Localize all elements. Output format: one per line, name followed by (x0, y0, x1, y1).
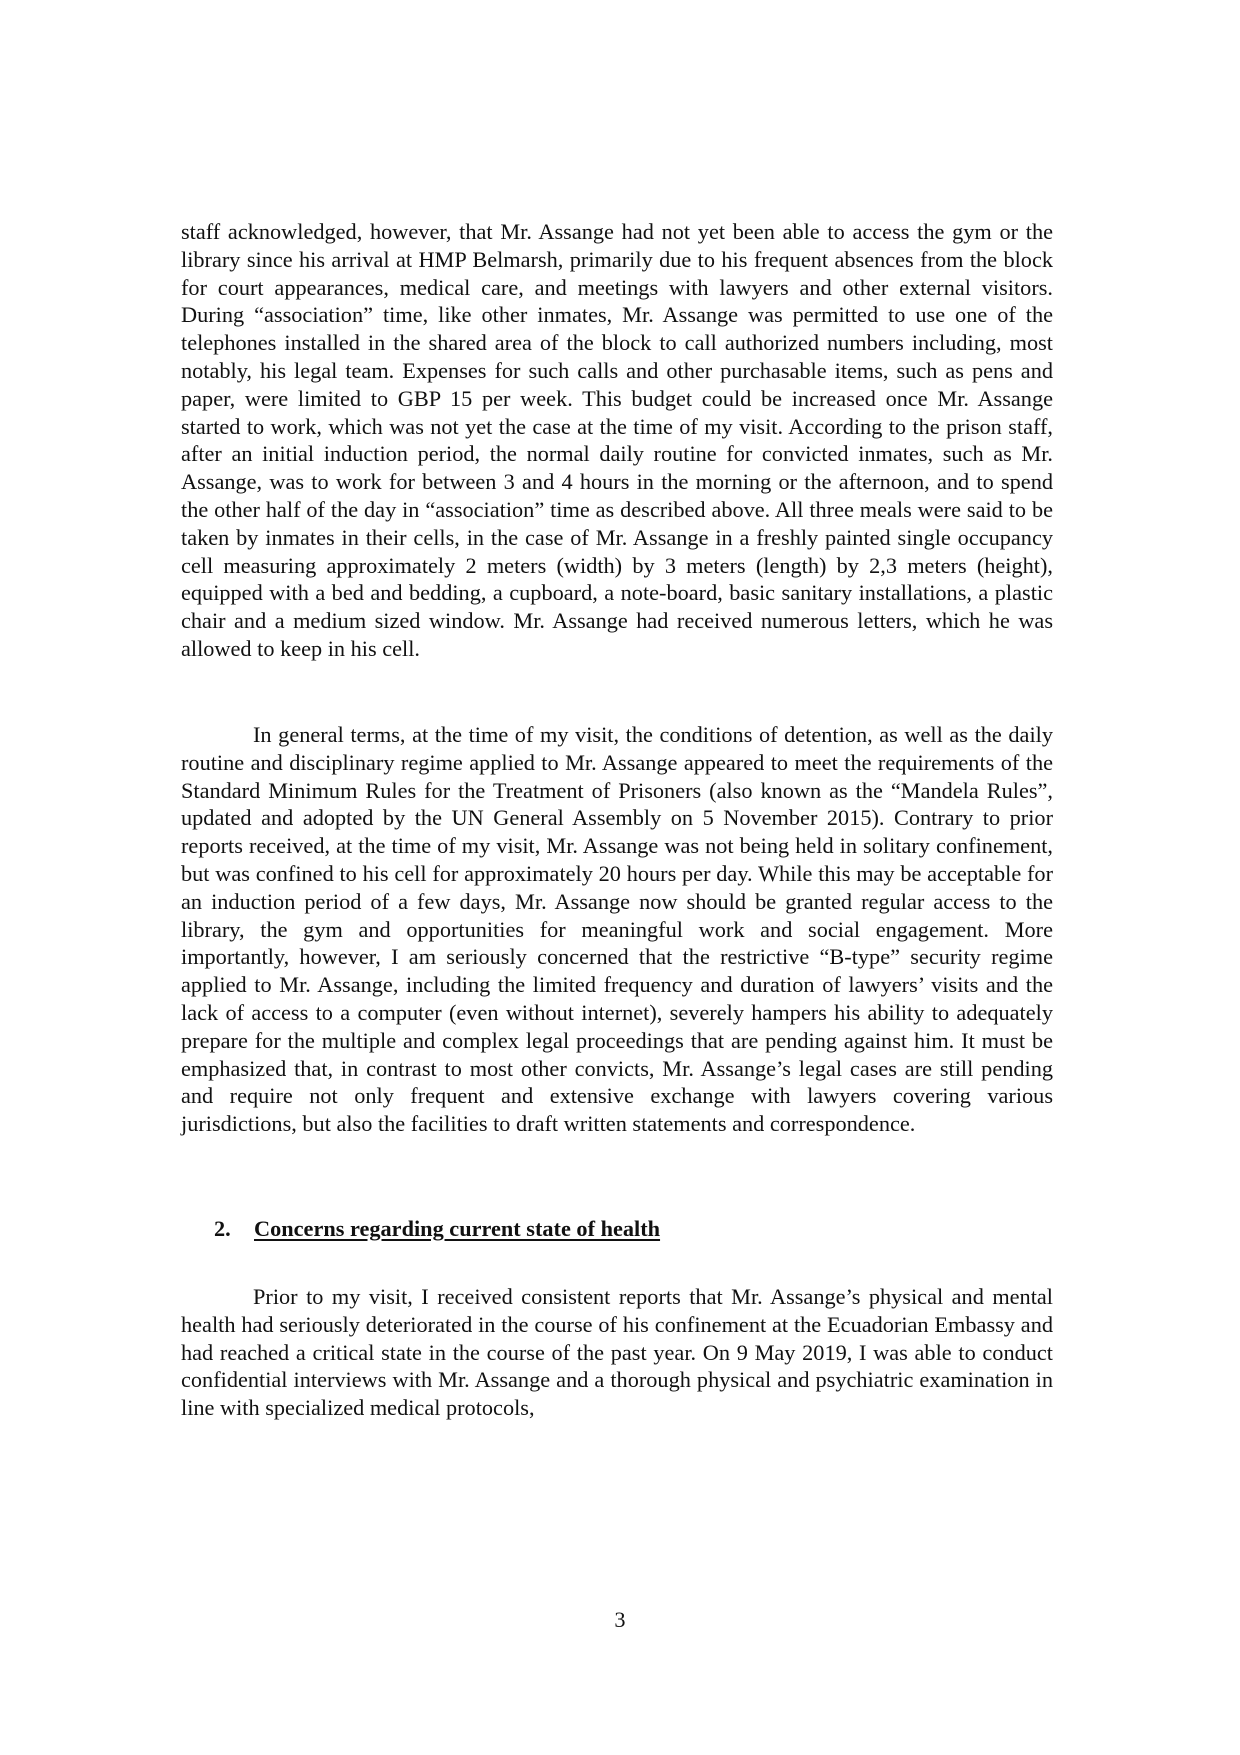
page-number: 3 (614, 1607, 626, 1632)
section-heading-number: 2. (214, 1216, 231, 1241)
paragraph-detention-routine: staff acknowledged, however, that Mr. Assange had not yet been able to access the gym or the library since his arrival at HMP Belmarsh, primarily due to his frequent absences from the block for court appearances, medical care, and meetings with lawyers and other external visitors. During “association” time, like other inmates, Mr. Assange was permitted to use one of the telephones installed in the shared area of the block to call authorized numbers including, most notably, his legal team. Expenses for such calls and other purchasable items, such as pens and paper, were limited to GBP 15 per week. This budget could be increased once Mr. Assange started to work, which was not yet the case at the time of my visit. According to the prison staff, after an initial induction period, the normal daily routine for convicted inmates, such as Mr. Assange, was to work for between 3 and 4 hours in the morning or the afternoon, and to spend the other half of the day in “association” time as described above. All three meals were said to be taken by inmates in their cells, in the case of Mr. Assange in a freshly painted single occupancy cell measuring approximately 2 meters (width) by 3 meters (length) by 2,3 meters (height), equipped with a bed and bedding, a cupboard, a note-board, basic sanitary installations, a plastic chair and a medium sized window. Mr. Assange had received numerous letters, which he was allowed to keep in his cell. (181, 219, 1053, 661)
section-heading-title: Concerns regarding current state of health (254, 1216, 661, 1241)
section-heading (214, 1215, 660, 1243)
paragraph-health-reports: Prior to my visit, I received consistent reports that Mr. Assange’s physical and mental health had seriously deteriorated in the course of his confinement at the Ecuadorian Embassy and had reached a critical state in the course of the past year. On 9 May 2019, I was able to conduct confidential interviews with Mr. Assange and a thorough physical and psychiatric examination in line with specialized medical protocols, (181, 1284, 1053, 1421)
paragraph-detention-conditions: In general terms, at the time of my visit, the conditions of detention, as well as the daily routine and disciplinary regime applied to Mr. Assange appeared to meet the requirements of the Standard Minimum Rules for the Treatment of Prisoners (also known as the “Mandela Rules”, updated and adopted by the UN General Assembly on 5 November 2015). Contrary to prior reports received, at the time of my visit, Mr. Assange was not being held in solitary confinement, but was confined to his cell for approximately 20 hours per day. While this may be acceptable for an induction period of a few days, Mr. Assange now should be granted regular access to the library, the gym and opportunities for meaningful work and social engagement. More importantly, however, I am seriously concerned that the restrictive “B-type” security regime applied to Mr. Assange, including the limited frequency and duration of lawyers’ visits and the lack of access to a computer (even without internet), severely hampers his ability to adequately prepare for the multiple and complex legal proceedings that are pending against him. It must be emphasized that, in contrast to most other convicts, Mr. Assange’s legal cases are still pending and require not only frequent and extensive exchange with lawyers covering various jurisdictions, but also the facilities to draft written statements and correspondence. (181, 722, 1053, 1137)
